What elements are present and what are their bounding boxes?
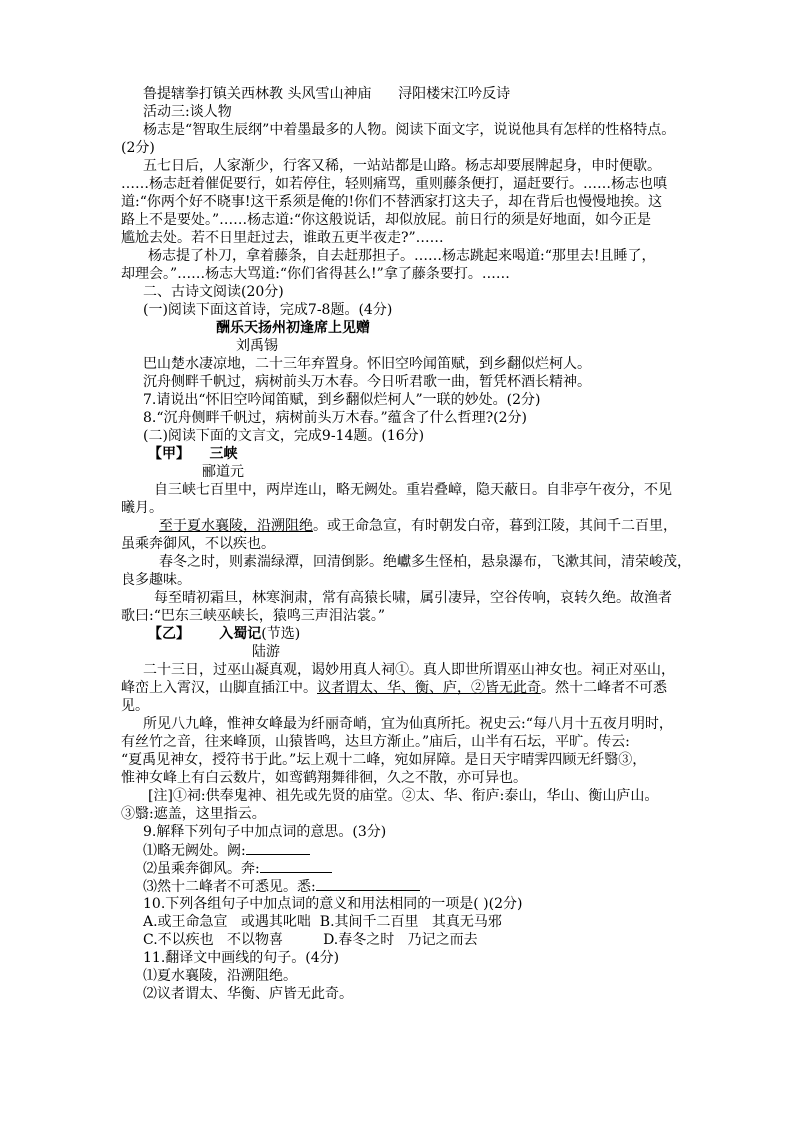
text-line [143, 715, 673, 733]
text-line [121, 751, 646, 769]
text-line [143, 283, 284, 301]
text-line [143, 157, 661, 175]
text-line [121, 175, 667, 193]
text-span: 峰峦上入霄汉，山脚直插江中。 [121, 680, 317, 696]
text-line [143, 661, 675, 679]
text-span: 9.解释下列句子中加点词的意思。(3分) [143, 824, 387, 840]
text-line [121, 139, 155, 157]
text-span: 。然十二峰者不可悉 [541, 680, 667, 696]
text-line [143, 85, 510, 103]
text-line [143, 103, 232, 121]
text-line [159, 517, 677, 535]
text-line [143, 841, 310, 860]
answer-blank[interactable] [316, 877, 420, 891]
text-span: ⑴夏水襄陵，沿溯阻绝。 [143, 968, 297, 984]
text-line [143, 859, 332, 878]
text-line [202, 463, 244, 481]
text-span: 见。 [121, 698, 149, 714]
text-line [121, 229, 444, 247]
text-span: 活动三:谈人物 [143, 104, 232, 120]
text-span: 刘禹锡 [236, 338, 278, 354]
text-line [121, 265, 510, 283]
text-line [121, 607, 385, 625]
text-span: ③翳:遮盖，这里指云。 [121, 806, 266, 822]
text-line [121, 679, 667, 697]
text-line [121, 697, 149, 715]
text-span: ⑵议者谓太、华衡、庐皆无此奇。 [143, 986, 353, 1002]
text-span: 良多趣味。 [121, 572, 191, 588]
text-line [143, 427, 424, 445]
text-line [121, 499, 163, 517]
text-span: 巴山楚水凄凉地，二十三年弃置身。怀旧空吟闻笛赋，到乡翻似烂柯人。 [143, 356, 591, 372]
text-line [143, 985, 353, 1003]
text-line [154, 481, 672, 499]
text-span: (2分) [121, 140, 155, 156]
text-line [143, 895, 522, 913]
bold-heading: 酬乐天扬州初逢席上见赠 [216, 320, 370, 336]
bold-heading: 【甲】 三峡 [148, 446, 238, 462]
text-span: ⑶然十二峰者不可悉见。悉: [143, 879, 316, 895]
text-span: (节选) [261, 626, 301, 642]
text-line [143, 301, 392, 319]
text-span: 曦月。 [121, 500, 163, 516]
text-span: 惟神女峰上有白云数片，如鸾鹤翔舞徘徊，久之不散，亦可异也。 [121, 770, 527, 786]
text-span: A.或王命急宣 或遇其叱咄 B.其间千二百里 其真无马邪 [143, 914, 502, 930]
text-span: C.不以疾也 不以物喜 D.春冬之时 乃记之而去 [143, 932, 478, 948]
text-line [148, 625, 300, 643]
text-span: (一)阅读下面这首诗，完成7-8题。(4分) [143, 302, 393, 318]
text-span: 所见八九峰，惟神女峰最为纤丽奇峭，宜为仙真所托。祝史云:“每八月十五夜月明时， [143, 716, 673, 732]
text-span: ……杨志赶着催促要行，如若停住，轻则痛骂，重则藤条便打，逼赶要行。……杨志也嗔 [121, 176, 667, 192]
text-line [148, 247, 656, 265]
text-span: 杨志是“智取生辰纲”中着墨最多的人物。阅读下面文字，说说他具有怎样的性格特点。 [143, 122, 676, 138]
text-line [143, 373, 591, 391]
text-span: 歌曰:“巴东三峡巫峡长，猿鸣三声泪沾裳。” [121, 608, 386, 624]
text-line [143, 877, 420, 896]
text-line [143, 913, 502, 931]
text-span: ⑵虽乘奔御风。奔: [143, 861, 260, 877]
text-span: 道:“你两个好不晓事!这干系须是俺的!你们不替洒家打这夫子，却在背后也慢慢地挨。这 [121, 194, 663, 210]
text-span: 却理会。”……杨志大骂道:“你们省得甚么!”拿了藤条要打。…… [121, 266, 510, 282]
answer-blank[interactable] [260, 859, 332, 873]
text-line [121, 769, 527, 787]
text-span: 10.下列各组句子中加点词的意义和用法相同的一项是( )(2分) [143, 896, 523, 912]
text-line [121, 733, 630, 751]
text-span: “夏禹见神女，授符书于此。”坛上观十二峰，宛如屏障。是日天宇晴霁四顾无纤翳③， [121, 752, 647, 768]
text-line [148, 787, 658, 805]
text-line [121, 805, 266, 823]
text-span: 尴尬去处。若不日里赶过去，谁敢五更半夜走?”…… [121, 230, 444, 246]
text-line [143, 355, 591, 373]
text-span: (二)阅读下面的文言文，完成9-14题。(16分) [143, 428, 425, 444]
text-span: 陆游 [252, 644, 280, 660]
text-span: 自三峡七百里中，两岸连山，略无阙处。重岩叠嶂，隐天蔽日。自非亭午夜分，不见 [154, 482, 672, 498]
text-span: 杨志提了朴刀，拿着藤条，自去赶那担子。……杨志跳起来喝道:“那里去!且睡了， [148, 248, 656, 264]
text-line [143, 823, 386, 841]
text-line [121, 211, 651, 229]
underlined-sentence: 至于夏水襄陵，沿溯阻绝 [159, 518, 313, 534]
text-span: 二、古诗文阅读(20分) [143, 284, 284, 300]
text-line [121, 193, 662, 211]
underlined-sentence: 议者谓太、华、衡、庐，②皆无此奇 [317, 680, 541, 696]
text-span: 二十三日，过巫山凝真观，谒妙用真人祠①。真人即世所谓巫山神女也。祠正对巫山， [143, 662, 675, 678]
text-line [143, 409, 527, 427]
text-line [121, 571, 191, 589]
text-line [154, 589, 672, 607]
bold-heading: 【乙】 入蜀记 [148, 626, 262, 642]
text-span: 郦道元 [202, 464, 244, 480]
text-line [143, 967, 297, 985]
text-span: 春冬之时，则素湍绿潭，回清倒影。绝巘多生怪柏，悬泉瀑布，飞漱其间，清荣峻茂， [159, 554, 691, 570]
text-line [236, 337, 278, 355]
text-span: ⑴略无阙处。阙: [143, 843, 246, 859]
text-span: [注]①祠:供奉鬼神、祖先或先贤的庙堂。②太、华、衔庐:泰山，华山、衡山庐山。 [148, 788, 659, 804]
text-line [143, 931, 478, 949]
text-line [148, 445, 238, 463]
text-line [143, 391, 541, 409]
text-span: 路上不是要处。”……杨志道:“你这般说话，却似放屁。前日行的须是好地面，如今正是 [121, 212, 652, 228]
answer-blank[interactable] [246, 841, 310, 855]
text-span: 。或王命急宣，有时朝发白帝，暮到江陵，其间千二百里， [313, 518, 677, 534]
text-span: 鲁提辖拳打镇关西林教 头风雪山神庙 浔阳楼宋江吟反诗 [143, 86, 511, 102]
text-span: 8.“沉舟侧畔千帆过，病树前头万木春。”蕴含了什么哲理?(2分) [143, 410, 528, 426]
text-line [216, 319, 370, 337]
text-span: 7.请说出“怀旧空吟闻笛赋，到乡翻似烂柯人”一联的妙处。(2分) [143, 392, 541, 408]
text-span: 每至晴初霜旦，林寒涧肃，常有高猿长啸，属引凄异，空谷传响，哀转久绝。故渔者 [154, 590, 672, 606]
text-line [143, 121, 675, 139]
text-line [159, 553, 691, 571]
text-span: 11.翻译文中画线的句子。(4分) [143, 950, 340, 966]
text-line [143, 949, 339, 967]
text-span: 虽乘奔御风，不以疾也。 [121, 536, 275, 552]
text-span: 有丝竹之音，往来峰顶，山猿皆鸣，达旦方渐止。”庙后，山半有石坛，平旷。传云: [121, 734, 630, 750]
text-line [121, 535, 275, 553]
text-span: 沉舟侧畔千帆过，病树前头万木春。今日听君歌一曲，暂凭杯酒长精神。 [143, 374, 591, 390]
text-line [252, 643, 280, 661]
text-span: 五七日后，人家渐少，行客又稀，一站站都是山路。杨志却要展牌起身，申时便歇。 [143, 158, 661, 174]
